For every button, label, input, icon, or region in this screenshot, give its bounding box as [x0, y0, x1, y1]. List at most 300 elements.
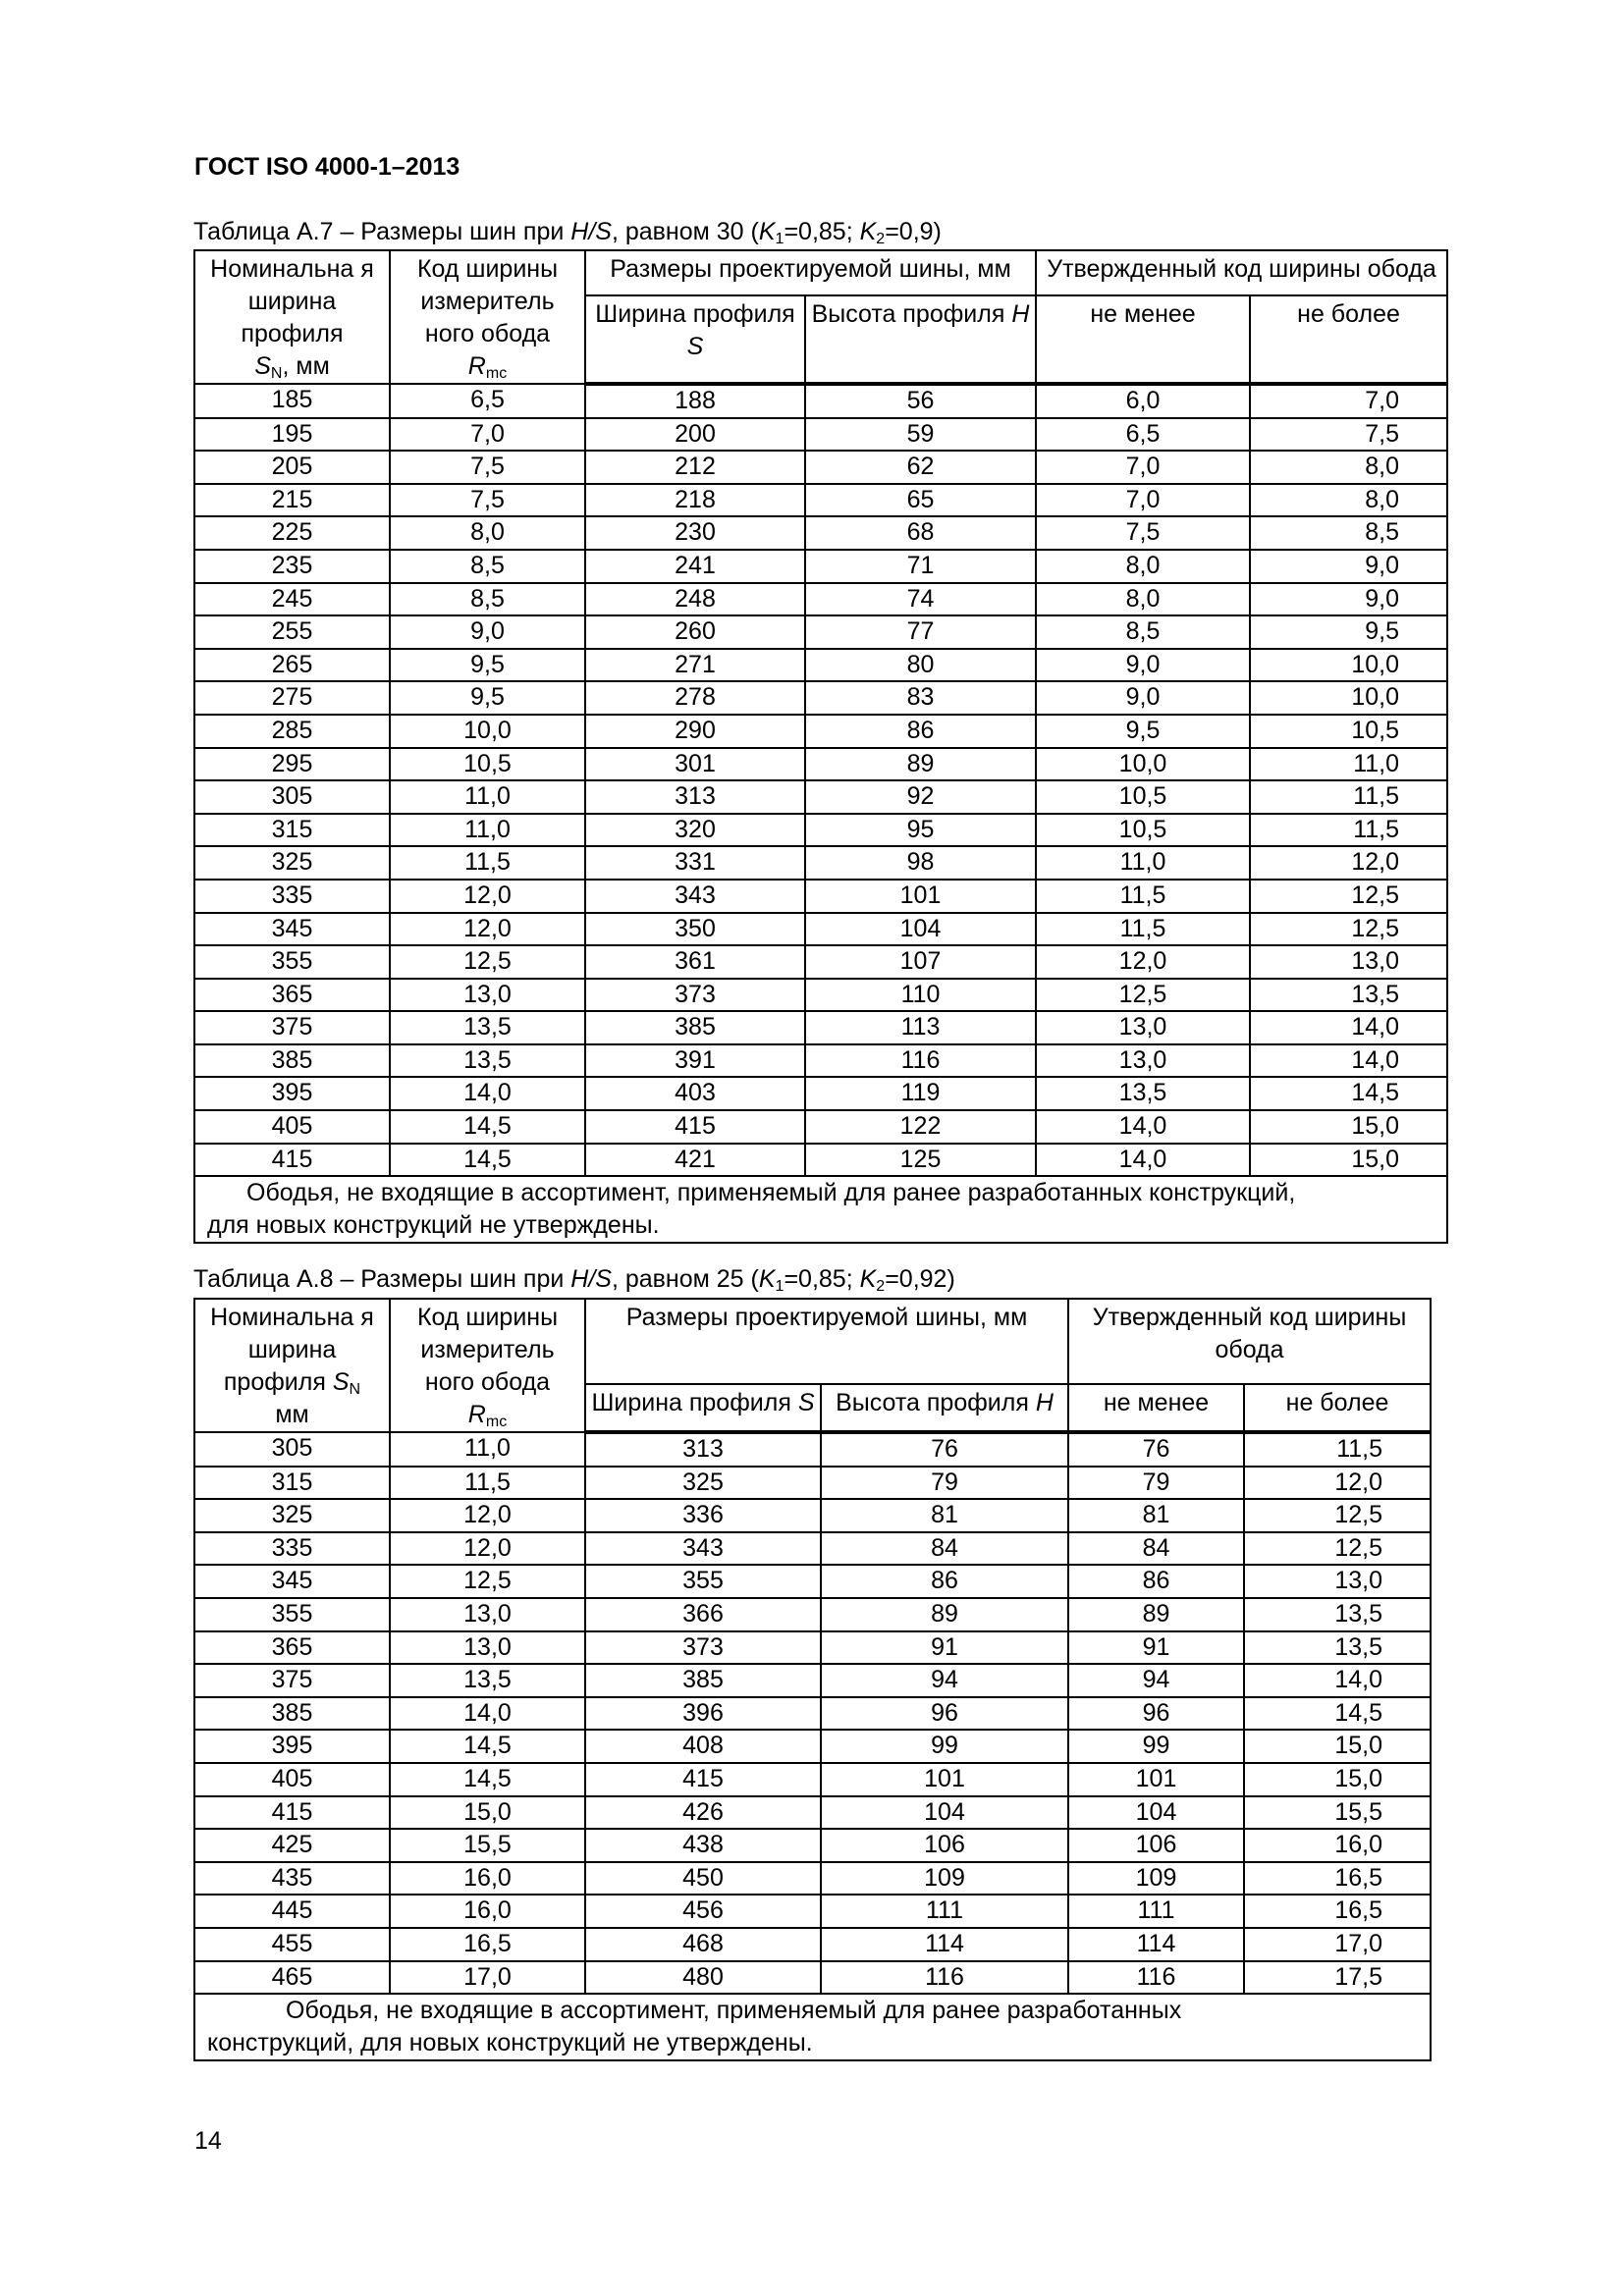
header-max: не более: [1244, 1384, 1431, 1432]
table-cell: 11,5: [1036, 880, 1250, 913]
table-cell: 9,5: [1250, 615, 1447, 649]
table-row: [194, 1598, 1431, 1631]
table-cell: 336: [585, 1499, 821, 1532]
table-cell: 13,0: [1244, 1565, 1431, 1598]
table-cell: 99: [821, 1730, 1068, 1763]
table-cell: 13,5: [1244, 1631, 1431, 1665]
table-cell: 65: [805, 484, 1036, 517]
table-row: [194, 814, 1447, 847]
table-cell: 215: [194, 484, 390, 517]
table-cell: 212: [585, 451, 805, 484]
table-cell: 122: [805, 1110, 1036, 1144]
table-cell: 86: [805, 715, 1036, 748]
table-cell: 110: [805, 979, 1036, 1012]
table-cell: 8,5: [1036, 615, 1250, 649]
table-cell: 230: [585, 516, 805, 550]
header-nominal-width: Номинальна я ширина профиля $S_N$, мм: [194, 250, 390, 384]
table-cell: 425: [194, 1829, 390, 1862]
table-cell: 385: [194, 1044, 390, 1078]
table-cell: 12,5: [1244, 1532, 1431, 1566]
table-cell: 13,5: [1244, 1598, 1431, 1631]
table-cell: 109: [821, 1862, 1068, 1896]
table-cell: 395: [194, 1730, 390, 1763]
table-cell: 265: [194, 649, 390, 682]
table-cell: 6,5: [390, 384, 585, 418]
table-cell: 94: [821, 1664, 1068, 1697]
table-cell: 305: [194, 1432, 390, 1467]
table-cell: 9,5: [1036, 715, 1250, 748]
table-cell: 13,0: [390, 1598, 585, 1631]
table-cell: 315: [194, 1467, 390, 1500]
table-cell: 235: [194, 550, 390, 583]
table-row: [194, 1697, 1431, 1731]
table-cell: 290: [585, 715, 805, 748]
table-cell: 11,5: [1036, 913, 1250, 946]
table-cell: 218: [585, 484, 805, 517]
table-cell: 9,5: [390, 681, 585, 715]
table-cell: 8,5: [390, 550, 585, 583]
table-cell: 10,0: [1250, 649, 1447, 682]
table-cell: 16,5: [390, 1928, 585, 1961]
table-cell: 15,0: [1244, 1730, 1431, 1763]
table-cell: 305: [194, 780, 390, 814]
table-cell: 10,5: [390, 748, 585, 781]
table-row: [194, 1565, 1431, 1598]
table-cell: 315: [194, 814, 390, 847]
table-cell: 14,0: [390, 1077, 585, 1110]
table-cell: 395: [194, 1077, 390, 1110]
table-cell: 14,0: [1250, 1044, 1447, 1078]
table-cell: 12,5: [1036, 979, 1250, 1012]
table-cell: 480: [585, 1961, 821, 1995]
table-cell: 14,5: [1244, 1697, 1431, 1731]
table-cell: 8,5: [390, 583, 585, 616]
table-cell: 94: [1068, 1664, 1244, 1697]
table-cell: 17,5: [1244, 1961, 1431, 1995]
table-cell: 313: [585, 1432, 821, 1467]
table-cell: 12,0: [390, 913, 585, 946]
table-cell: 83: [805, 681, 1036, 715]
table-cell: 255: [194, 615, 390, 649]
table-cell: 260: [585, 615, 805, 649]
table-cell: 89: [821, 1598, 1068, 1631]
table-cell: 12,0: [1250, 846, 1447, 880]
table-cell: 11,5: [1244, 1432, 1431, 1467]
table-cell: 13,0: [1036, 1044, 1250, 1078]
table-cell: 12,0: [390, 1532, 585, 1566]
table-row: [194, 846, 1447, 880]
table-cell: 373: [585, 979, 805, 1012]
table-cell: 355: [585, 1565, 821, 1598]
table-cell: 96: [1068, 1697, 1244, 1731]
header-design-dimensions: Размеры проектируемой шины, мм: [585, 1299, 1068, 1384]
header-section-height: Высота профиля H: [821, 1384, 1068, 1432]
table-cell: 10,5: [1036, 780, 1250, 814]
table-cell: 14,0: [1036, 1110, 1250, 1144]
table-cell: 14,5: [390, 1110, 585, 1144]
table-cell: 365: [194, 1631, 390, 1665]
table-cell: 12,0: [1036, 945, 1250, 979]
header-design-dimensions: Размеры проектируемой шины, мм: [585, 250, 1036, 295]
table-row: [194, 1077, 1447, 1110]
table-cell: 205: [194, 451, 390, 484]
table-cell: 375: [194, 1011, 390, 1044]
table-cell: 9,5: [390, 649, 585, 682]
table-cell: 355: [194, 945, 390, 979]
table-cell: 12,0: [1244, 1467, 1431, 1500]
table-cell: 12,0: [390, 880, 585, 913]
table-cell: 9,0: [390, 615, 585, 649]
table-cell: 101: [805, 880, 1036, 913]
table-cell: 15,0: [1250, 1110, 1447, 1144]
table-cell: 415: [585, 1110, 805, 1144]
table-cell: 7,0: [1036, 451, 1250, 484]
table-cell: 9,0: [1250, 550, 1447, 583]
table-cell: 59: [805, 418, 1036, 452]
table-cell: 335: [194, 880, 390, 913]
table-cell: 385: [194, 1697, 390, 1731]
table-cell: 7,5: [390, 484, 585, 517]
table-cell: 275: [194, 681, 390, 715]
table-cell: 84: [1068, 1532, 1244, 1566]
table-row: [194, 1110, 1447, 1144]
table-cell: 385: [585, 1664, 821, 1697]
table-cell: 421: [585, 1144, 805, 1177]
table-cell: 343: [585, 1532, 821, 1566]
header-min: не менее: [1036, 295, 1250, 384]
table-cell: 14,0: [390, 1697, 585, 1731]
table-cell: 335: [194, 1532, 390, 1566]
table-row: [194, 1144, 1447, 1177]
table-cell: 114: [821, 1928, 1068, 1961]
table-cell: 114: [1068, 1928, 1244, 1961]
table-cell: 11,5: [1250, 780, 1447, 814]
table-a7-note: Ободья, не входящие в ассортимент, применяемый для ранее разработанных конструкций, для новых конструкций не утверждены.: [194, 1176, 1447, 1243]
table-cell: 325: [194, 1499, 390, 1532]
table-cell: 119: [805, 1077, 1036, 1110]
table-row: [194, 945, 1447, 979]
table-cell: 13,0: [1250, 945, 1447, 979]
table-row: [194, 1631, 1431, 1665]
table-row: [194, 1928, 1431, 1961]
table-cell: 361: [585, 945, 805, 979]
table-cell: 116: [1068, 1961, 1244, 1995]
table-cell: 81: [1068, 1499, 1244, 1532]
table-cell: 71: [805, 550, 1036, 583]
table-cell: 7,0: [1036, 484, 1250, 517]
table-cell: 10,5: [1250, 715, 1447, 748]
table-cell: 16,0: [390, 1895, 585, 1928]
table-row: [194, 615, 1447, 649]
table-cell: 456: [585, 1895, 821, 1928]
table-cell: 241: [585, 550, 805, 583]
table-row: [194, 649, 1447, 682]
table-cell: 13,5: [1036, 1077, 1250, 1110]
table-cell: 125: [805, 1144, 1036, 1177]
table-cell: 14,0: [1250, 1011, 1447, 1044]
table-cell: 301: [585, 748, 805, 781]
table-cell: 12,5: [390, 1565, 585, 1598]
table-cell: 15,0: [1244, 1763, 1431, 1796]
table-cell: 13,5: [390, 1011, 585, 1044]
table-cell: 89: [1068, 1598, 1244, 1631]
header-section-width: Ширина профиля S: [585, 1384, 821, 1432]
table-cell: 6,5: [1036, 418, 1250, 452]
table-cell: 245: [194, 583, 390, 616]
table-cell: 106: [1068, 1829, 1244, 1862]
table-cell: 111: [821, 1895, 1068, 1928]
table-cell: 415: [585, 1763, 821, 1796]
table-row: [194, 1961, 1431, 1995]
table-row: [194, 1763, 1431, 1796]
table-cell: 8,0: [1036, 583, 1250, 616]
table-a7: [193, 249, 1448, 1244]
table-cell: 107: [805, 945, 1036, 979]
table-cell: 11,0: [1250, 748, 1447, 781]
table-cell: 68: [805, 516, 1036, 550]
table-cell: 14,0: [1036, 1144, 1250, 1177]
table-row: [194, 1730, 1431, 1763]
table-cell: 403: [585, 1077, 805, 1110]
table-cell: 225: [194, 516, 390, 550]
table-cell: 99: [1068, 1730, 1244, 1763]
table-cell: 104: [1068, 1796, 1244, 1830]
table-cell: 56: [805, 384, 1036, 418]
table-cell: 11,5: [1250, 814, 1447, 847]
table-cell: 13,5: [390, 1664, 585, 1697]
table-cell: 79: [1068, 1467, 1244, 1500]
table-cell: 13,0: [1036, 1011, 1250, 1044]
table-cell: 17,0: [1244, 1928, 1431, 1961]
table-cell: 15,0: [390, 1796, 585, 1830]
table-cell: 345: [194, 913, 390, 946]
table-cell: 91: [821, 1631, 1068, 1665]
table-cell: 106: [821, 1829, 1068, 1862]
table-row: [194, 913, 1447, 946]
table-cell: 113: [805, 1011, 1036, 1044]
table-cell: 9,0: [1036, 649, 1250, 682]
table-cell: 455: [194, 1928, 390, 1961]
header-approved-rim-code: Утвержденный код ширины обода: [1068, 1299, 1431, 1384]
table-cell: 200: [585, 418, 805, 452]
table-row: [194, 451, 1447, 484]
table-cell: 375: [194, 1664, 390, 1697]
table-row: [194, 1467, 1431, 1500]
table-cell: 16,5: [1244, 1895, 1431, 1928]
table-cell: 408: [585, 1730, 821, 1763]
table-cell: 86: [1068, 1565, 1244, 1598]
table-row: [194, 1432, 1431, 1467]
table-cell: 17,0: [390, 1961, 585, 1995]
table-row: [194, 1044, 1447, 1078]
table-cell: 12,5: [390, 945, 585, 979]
table-cell: 345: [194, 1565, 390, 1598]
table-a8: [193, 1298, 1432, 2061]
table-cell: 195: [194, 418, 390, 452]
table-cell: 468: [585, 1928, 821, 1961]
table-cell: 92: [805, 780, 1036, 814]
table-cell: 10,0: [1250, 681, 1447, 715]
table-cell: 415: [194, 1796, 390, 1830]
table-cell: 15,5: [390, 1829, 585, 1862]
table-cell: 111: [1068, 1895, 1244, 1928]
table-cell: 11,5: [390, 846, 585, 880]
table-cell: 366: [585, 1598, 821, 1631]
table-cell: 11,0: [390, 814, 585, 847]
table-row: [194, 516, 1447, 550]
table-cell: 98: [805, 846, 1036, 880]
table-cell: 435: [194, 1862, 390, 1896]
table-row: [194, 583, 1447, 616]
table-cell: 426: [585, 1796, 821, 1830]
table-cell: 391: [585, 1044, 805, 1078]
table-cell: 415: [194, 1144, 390, 1177]
table-row: [194, 1829, 1431, 1862]
table-cell: 12,5: [1244, 1499, 1431, 1532]
table-cell: 96: [821, 1697, 1068, 1731]
table-cell: 11,5: [390, 1467, 585, 1500]
table-cell: 77: [805, 615, 1036, 649]
header-min: не менее: [1068, 1384, 1244, 1432]
table-cell: 450: [585, 1862, 821, 1896]
table-cell: 7,5: [390, 451, 585, 484]
table-cell: 8,5: [1250, 516, 1447, 550]
table-cell: 14,5: [390, 1730, 585, 1763]
table-cell: 81: [821, 1499, 1068, 1532]
table-cell: 325: [585, 1467, 821, 1500]
header-max: не более: [1250, 295, 1447, 384]
table-cell: 104: [821, 1796, 1068, 1830]
table-row: [194, 1862, 1431, 1896]
table-cell: 62: [805, 451, 1036, 484]
table-a7-caption: Таблица А.7 – Размеры шин при H/S, равном 30 ($K_1=0,85$; $K_2=0,9$): [193, 218, 942, 247]
table-cell: 7,5: [1250, 418, 1447, 452]
table-cell: 16,0: [1244, 1829, 1431, 1862]
table-cell: 14,5: [390, 1763, 585, 1796]
table-cell: 16,5: [1244, 1862, 1431, 1896]
table-cell: 80: [805, 649, 1036, 682]
table-cell: 438: [585, 1829, 821, 1862]
table-cell: 396: [585, 1697, 821, 1731]
table-row: [194, 1532, 1431, 1566]
table-cell: 320: [585, 814, 805, 847]
table-cell: 365: [194, 979, 390, 1012]
table-row: [194, 681, 1447, 715]
table-cell: 7,0: [390, 418, 585, 452]
table-cell: 76: [1068, 1432, 1244, 1467]
table-row: [194, 1011, 1447, 1044]
table-cell: 109: [1068, 1862, 1244, 1896]
table-row: [194, 384, 1447, 418]
table-cell: 343: [585, 880, 805, 913]
table-cell: 13,0: [390, 979, 585, 1012]
document-header: ГОСТ ISO 4000-1–2013: [194, 153, 460, 181]
table-cell: 10,0: [390, 715, 585, 748]
table-a8-note: Ободья, не входящие в ассортимент, применяемый для ранее разработанных конструкций, для новых конструкций не утверждены.: [194, 1994, 1431, 2060]
table-cell: 12,5: [1250, 913, 1447, 946]
table-cell: 465: [194, 1961, 390, 1995]
table-cell: 91: [1068, 1631, 1244, 1665]
header-rim-code: Код ширины измеритель ного обода $R_{mc}$: [390, 1299, 585, 1432]
table-cell: 405: [194, 1110, 390, 1144]
table-cell: 278: [585, 681, 805, 715]
table-cell: 76: [821, 1432, 1068, 1467]
header-rim-code: Код ширины измеритель ного обода $R_{mc}$: [390, 250, 585, 384]
table-cell: 14,5: [390, 1144, 585, 1177]
table-cell: 9,0: [1036, 681, 1250, 715]
table-cell: 13,0: [390, 1631, 585, 1665]
table-cell: 84: [821, 1532, 1068, 1566]
table-cell: 8,0: [390, 516, 585, 550]
table-cell: 15,5: [1244, 1796, 1431, 1830]
page-number: 14: [194, 2127, 222, 2155]
table-a8-caption: Таблица А.8 – Размеры шин при H/S, равном 25 ($K_1=0,85$; $K_2=0,92$): [193, 1265, 955, 1295]
table-cell: 385: [585, 1011, 805, 1044]
table-cell: 373: [585, 1631, 821, 1665]
table-cell: 116: [805, 1044, 1036, 1078]
table-cell: 8,0: [1250, 484, 1447, 517]
table-cell: 10,5: [1036, 814, 1250, 847]
table-row: [194, 550, 1447, 583]
table-row: [194, 1499, 1431, 1532]
table-cell: 445: [194, 1895, 390, 1928]
table-cell: 89: [805, 748, 1036, 781]
table-cell: 295: [194, 748, 390, 781]
table-cell: 104: [805, 913, 1036, 946]
table-cell: 325: [194, 846, 390, 880]
table-row: [194, 1664, 1431, 1697]
table-cell: 6,0: [1036, 384, 1250, 418]
table-cell: 350: [585, 913, 805, 946]
table-cell: 248: [585, 583, 805, 616]
table-cell: 101: [821, 1763, 1068, 1796]
table-cell: 8,0: [1250, 451, 1447, 484]
table-cell: 95: [805, 814, 1036, 847]
table-cell: 11,0: [390, 780, 585, 814]
table-cell: 271: [585, 649, 805, 682]
table-cell: 7,5: [1036, 516, 1250, 550]
table-cell: 116: [821, 1961, 1068, 1995]
table-row: [194, 418, 1447, 452]
table-cell: 9,0: [1250, 583, 1447, 616]
table-cell: 285: [194, 715, 390, 748]
table-cell: 355: [194, 1598, 390, 1631]
table-cell: 313: [585, 780, 805, 814]
table-row: [194, 1796, 1431, 1830]
table-cell: 16,0: [390, 1862, 585, 1896]
header-section-height: Высота профиля H: [805, 295, 1036, 384]
header-nominal-width: Номинальна я ширина профиля $S_N$ мм: [194, 1299, 390, 1432]
table-row: [194, 979, 1447, 1012]
header-section-width: Ширина профиля S: [585, 295, 805, 384]
table-cell: 14,5: [1250, 1077, 1447, 1110]
table-cell: 405: [194, 1763, 390, 1796]
table-row: [194, 715, 1447, 748]
table-cell: 15,0: [1250, 1144, 1447, 1177]
table-row: [194, 748, 1447, 781]
table-cell: 101: [1068, 1763, 1244, 1796]
table-row: [194, 880, 1447, 913]
table-cell: 12,5: [1250, 880, 1447, 913]
table-cell: 331: [585, 846, 805, 880]
table-row: [194, 1895, 1431, 1928]
table-cell: 13,5: [1250, 979, 1447, 1012]
header-approved-rim-code: Утвержденный код ширины обода: [1036, 250, 1447, 295]
table-cell: 8,0: [1036, 550, 1250, 583]
table-row: [194, 484, 1447, 517]
table-cell: 79: [821, 1467, 1068, 1500]
table-cell: 86: [821, 1565, 1068, 1598]
